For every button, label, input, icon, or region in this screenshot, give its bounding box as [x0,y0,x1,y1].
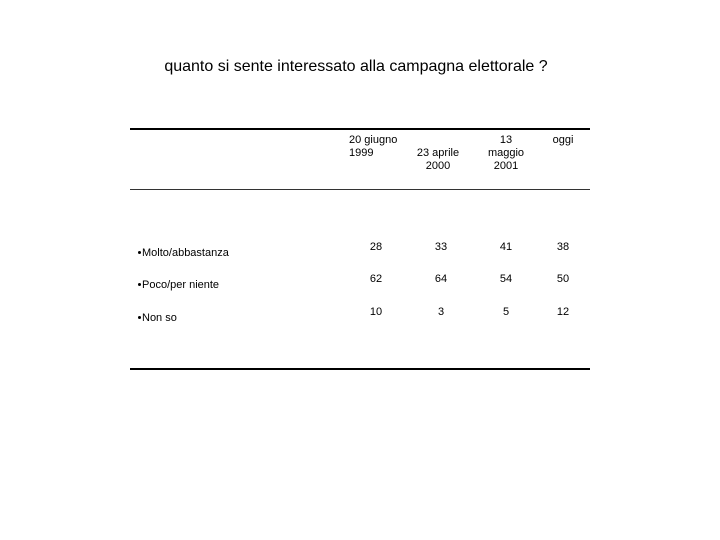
column-header-oggi [533,134,593,147]
table-cell: 10 [369,306,383,318]
row-label-molto-abbastanza [138,247,229,260]
column-header-1999 [343,134,409,160]
table-bottom-rule [130,368,590,370]
bullet-icon [138,316,141,319]
column-header-line: oggi [552,134,574,146]
column-header-line: 2000 [425,160,451,172]
table-cell: 28 [369,241,383,253]
table-top-rule [130,128,590,130]
row-label-poco-per-niente [138,279,219,292]
row-label-non-so [138,312,177,325]
table-cell: 38 [556,241,570,253]
bullet-icon [138,251,141,254]
table-cell: 41 [499,241,513,253]
row-label-text: Poco/per niente [142,279,220,291]
column-header-line: 23 aprile [416,147,460,159]
column-header-2000 [408,147,468,173]
column-header-line: 20 giugno [349,134,398,146]
column-header-line: maggio [487,147,525,159]
column-header-line: 13 [499,134,513,146]
table-cell: 33 [434,241,448,253]
table-cell: 54 [499,273,513,285]
row-label-text: Non so [142,312,177,324]
column-header-line: 1999 [349,147,374,159]
column-header-line: 2001 [493,160,519,172]
row-label-text: Molto/abbastanza [142,247,229,259]
table-cell: 62 [369,273,383,285]
bullet-icon [138,283,141,286]
table-cell: 12 [556,306,570,318]
column-header-2001 [476,134,536,173]
table-cell: 50 [556,273,570,285]
table-header-rule [130,189,590,190]
table-cell: 5 [502,306,510,318]
page-title: quanto si sente interessato alla campagna elettorale ? [164,58,548,75]
table-cell: 64 [434,273,448,285]
table-cell: 3 [437,306,445,318]
